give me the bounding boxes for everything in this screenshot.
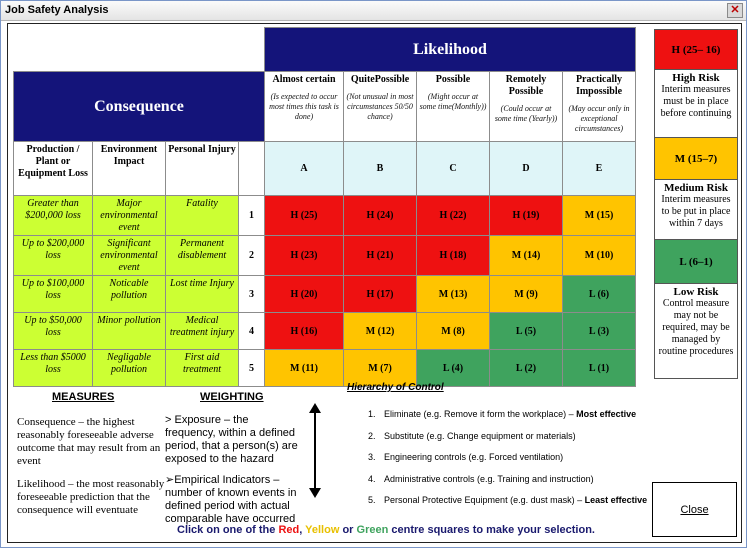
personal-injury: Medical treatment injury: [166, 313, 239, 350]
column-letter-b: B: [344, 142, 417, 196]
consequence-header: Consequence: [14, 72, 265, 142]
risk-cell-5a[interactable]: M (11): [265, 350, 344, 387]
likelihood-definition: Likelihood – the most reasonably foreseeable prediction that the consequence will eventuate: [17, 478, 165, 516]
risk-legend: [654, 29, 738, 379]
risk-cell-4a[interactable]: H (16): [265, 313, 344, 350]
column-letter-e: E: [563, 142, 636, 196]
risk-cell-5b[interactable]: M (7): [344, 350, 417, 387]
low-risk-swatch: L (6–1): [655, 240, 737, 284]
severity-row-4: [14, 313, 636, 350]
severity-row-5: [14, 350, 636, 387]
environment-impact: Significant environmental event: [93, 236, 166, 276]
column-letter-a: A: [265, 142, 344, 196]
row-number: 3: [239, 276, 265, 313]
personal-injury: Lost time Injury: [166, 276, 239, 313]
risk-cell-3b[interactable]: H (17): [344, 276, 417, 313]
severity-row-3: [14, 276, 636, 313]
risk-cell-1d[interactable]: H (19): [490, 196, 563, 236]
medium-risk-description: Medium Risk Interim measures to be put in place within 7 days: [655, 180, 737, 240]
personal-injury: Fatality: [166, 196, 239, 236]
hierarchy-item-2: 2. Substitute (e.g. Change equipment or materials): [368, 431, 576, 441]
personal-injury: First aid treatment: [166, 350, 239, 387]
risk-cell-5d[interactable]: L (2): [490, 350, 563, 387]
medium-risk-swatch: M (15–7): [655, 138, 737, 180]
likelihood-col-d: Remotely Possible (Could occur at some time (Yearly)): [490, 72, 563, 142]
hierarchy-item-5: 5. Personal Protective Equipment (e.g. dust mask) – Least effective: [368, 495, 648, 505]
risk-cell-1e[interactable]: M (15): [563, 196, 636, 236]
risk-cell-2c[interactable]: H (18): [417, 236, 490, 276]
exposure-definition: > Exposure – the frequency, within a defined period, that a person(s) are exposed to the hazard: [165, 414, 298, 465]
row-number: 2: [239, 236, 265, 276]
selection-instruction: Click on one of the Red, Yellow or Green centre squares to make your selection.: [177, 524, 595, 536]
risk-cell-4c[interactable]: M (8): [417, 313, 490, 350]
risk-cell-4b[interactable]: M (12): [344, 313, 417, 350]
row-number: 1: [239, 196, 265, 236]
window-close-icon[interactable]: ✕: [727, 3, 743, 18]
hierarchy-title: Hierarchy of Control: [347, 382, 444, 393]
likelihood-col-c: Possible (Might occur at some time(Monthly)): [417, 72, 490, 142]
row-number: 4: [239, 313, 265, 350]
risk-cell-5c[interactable]: L (4): [417, 350, 490, 387]
high-risk-swatch: H (25– 16): [655, 30, 737, 70]
risk-cell-2a[interactable]: H (23): [265, 236, 344, 276]
environment-impact: Major environmental event: [93, 196, 166, 236]
risk-cell-3d[interactable]: M (9): [490, 276, 563, 313]
high-risk-description: High Risk Interim measures must be in place before continuing: [655, 70, 737, 138]
risk-cell-1a[interactable]: H (25): [265, 196, 344, 236]
production-loss: Greater than $200,000 loss: [14, 196, 93, 236]
production-loss: Less than $5000 loss: [14, 350, 93, 387]
production-loss: Up to $50,000 loss: [14, 313, 93, 350]
personal-injury-header: Personal Injury: [166, 142, 239, 196]
close-button[interactable]: Close: [652, 482, 737, 537]
personal-injury: Permanent disablement: [166, 236, 239, 276]
hierarchy-item-3: 3. Engineering controls (e.g. Forced ventilation): [368, 452, 564, 462]
row-number: 5: [239, 350, 265, 387]
risk-cell-1c[interactable]: H (22): [417, 196, 490, 236]
low-risk-description: Low Risk Control measure may not be required, may be managed by routine procedures: [658, 286, 734, 357]
risk-cell-3c[interactable]: M (13): [417, 276, 490, 313]
likelihood-header: Likelihood: [265, 28, 636, 72]
risk-cell-2e[interactable]: M (10): [563, 236, 636, 276]
column-letter-c: C: [417, 142, 490, 196]
likelihood-col-e: Practically Impossible (May occur only in exceptional circumstances): [563, 72, 636, 142]
production-loss-header: Production / Plant or Equipment Loss: [14, 142, 93, 196]
severity-row-1: [14, 196, 636, 236]
hierarchy-item-1: 1. Eliminate (e.g. Remove it form the workplace) – Most effective: [368, 409, 637, 419]
severity-row-2: [14, 236, 636, 276]
empirical-indicators-definition: ➢Empirical Indicators – number of known events in defined period with actual comparable have occurred: [165, 474, 297, 525]
environment-impact-header: Environment Impact: [93, 142, 166, 196]
consequence-definition: Consequence – the highest reasonably foreseeable adverse outcome that may result from an event: [17, 416, 161, 467]
column-letter-d: D: [490, 142, 563, 196]
risk-matrix: [13, 27, 636, 387]
environment-impact: Minor pollution: [93, 313, 166, 350]
weighting-title: WEIGHTING: [200, 391, 264, 403]
risk-cell-3a[interactable]: H (20): [265, 276, 344, 313]
risk-cell-2b[interactable]: H (21): [344, 236, 417, 276]
likelihood-col-a: Almost certain (Is expected to occur most times this task is done): [265, 72, 344, 142]
risk-cell-4d[interactable]: L (5): [490, 313, 563, 350]
risk-cell-3e[interactable]: L (6): [563, 276, 636, 313]
title-bar: [1, 1, 746, 21]
likelihood-col-b: QuitePossible (Not unusual in most circumstances 50/50 chance): [344, 72, 417, 142]
risk-cell-4e[interactable]: L (3): [563, 313, 636, 350]
measures-title: MEASURES: [52, 391, 115, 403]
environment-impact: Negligable pollution: [93, 350, 166, 387]
production-loss: Up to $200,000 loss: [14, 236, 93, 276]
double-arrow-icon: [305, 403, 325, 498]
environment-impact: Noticable pollution: [93, 276, 166, 313]
risk-cell-1b[interactable]: H (24): [344, 196, 417, 236]
window-title: Job Safety Analysis: [5, 4, 109, 16]
production-loss: Up to $100,000 loss: [14, 276, 93, 313]
risk-cell-5e[interactable]: L (1): [563, 350, 636, 387]
hierarchy-item-4: 4. Administrative controls (e.g. Training and instruction): [368, 474, 594, 484]
risk-cell-2d[interactable]: M (14): [490, 236, 563, 276]
